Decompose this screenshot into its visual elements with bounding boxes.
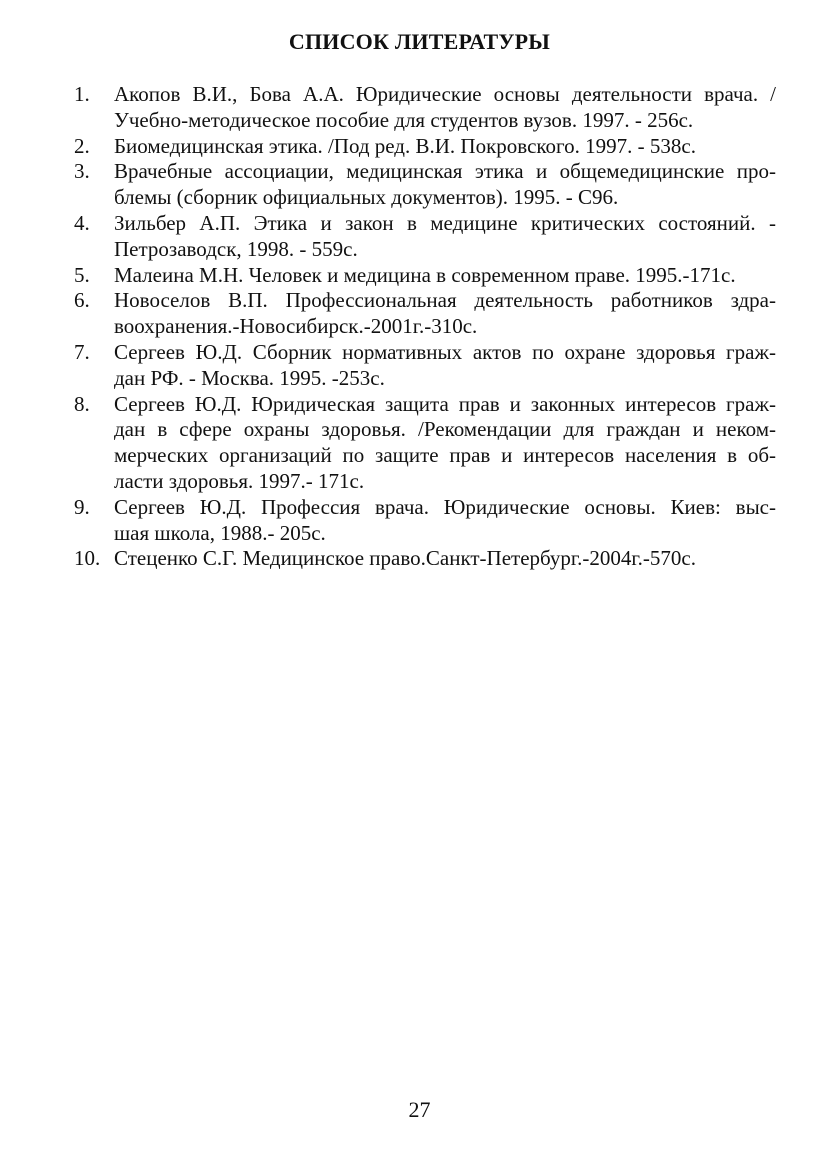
- reference-item: [74, 392, 776, 495]
- reference-line: Петрозаводск, 1998. - 559с.: [114, 236, 358, 261]
- reference-text: [114, 263, 776, 289]
- reference-text: [114, 340, 776, 392]
- reference-item: [74, 288, 776, 340]
- reference-number: 8.: [74, 391, 90, 416]
- reference-line: дан в сфере охраны здоровья. /Рекомендации для граждан и неком-: [114, 417, 776, 442]
- reference-line: блемы (сборник официальных документов). 1995. - С96.: [114, 185, 619, 210]
- reference-number: 6.: [74, 288, 90, 313]
- reference-line: дан РФ. - Москва. 1995. -253с.: [114, 365, 385, 390]
- reference-line: Новоселов В.П. Профессиональная деятельность работников здра-: [114, 288, 776, 313]
- reference-item: [74, 263, 776, 289]
- reference-line: Зильбер А.П. Этика и закон в медицине критических состояний. -: [114, 210, 776, 235]
- reference-line: воохранения.-Новосибирск.-2001г.-310с.: [114, 314, 478, 339]
- reference-text: [114, 546, 776, 572]
- reference-number: 10.: [74, 546, 101, 571]
- reference-item: [74, 495, 776, 547]
- reference-item: [74, 340, 776, 392]
- page-number: 27: [408, 1097, 431, 1122]
- reference-line: Сергеев Ю.Д. Сборник нормативных актов по охране здоровья граж-: [114, 339, 776, 364]
- reference-line: Врачебные ассоциации, медицинская этика и общемедицинские про-: [114, 159, 776, 184]
- reference-line: мерческих организаций по защите прав и интересов населения в об-: [114, 443, 776, 468]
- reference-text: [114, 495, 776, 547]
- reference-text: [114, 82, 776, 134]
- reference-line: шая школа, 1988.- 205с.: [114, 520, 326, 545]
- reference-number: 4.: [74, 210, 90, 235]
- reference-number: 7.: [74, 339, 90, 364]
- reference-item: [74, 159, 776, 211]
- reference-item: [74, 134, 776, 160]
- reference-text: [114, 159, 776, 211]
- reference-line: Сергеев Ю.Д. Профессия врача. Юридические основы. Киев: выс-: [114, 494, 776, 519]
- reference-item: [74, 82, 776, 134]
- reference-list: [74, 82, 776, 572]
- reference-line: Акопов В.И., Бова А.А. Юридические основы деятельности врача. /: [114, 82, 776, 106]
- reference-text: [114, 211, 776, 263]
- page-title: СПИСОК ЛИТЕРАТУРЫ: [288, 29, 551, 54]
- reference-line: Биомедицинская этика. /Под ред. В.И. Покровского. 1997. - 538с.: [114, 133, 696, 158]
- reference-item: [74, 211, 776, 263]
- reference-text: [114, 392, 776, 495]
- reference-number: 5.: [74, 262, 90, 287]
- reference-line: ласти здоровья. 1997.- 171с.: [114, 468, 365, 493]
- reference-number: 1.: [74, 82, 90, 106]
- reference-text: [114, 288, 776, 340]
- reference-line: Малеина М.Н. Человек и медицина в современном праве. 1995.-171с.: [114, 262, 736, 287]
- reference-line: Учебно-методическое пособие для студентов вузов. 1997. - 256с.: [114, 107, 694, 132]
- reference-number: 9.: [74, 494, 90, 519]
- reference-text: [114, 134, 776, 160]
- reference-number: 2.: [74, 133, 90, 158]
- reference-number: 3.: [74, 159, 90, 184]
- reference-line: Стеценко С.Г. Медицинское право.Санкт-Петербург.-2004г.-570с.: [114, 546, 696, 571]
- reference-line: Сергеев Ю.Д. Юридическая защита прав и законных интересов граж-: [114, 391, 776, 416]
- reference-item: [74, 546, 776, 572]
